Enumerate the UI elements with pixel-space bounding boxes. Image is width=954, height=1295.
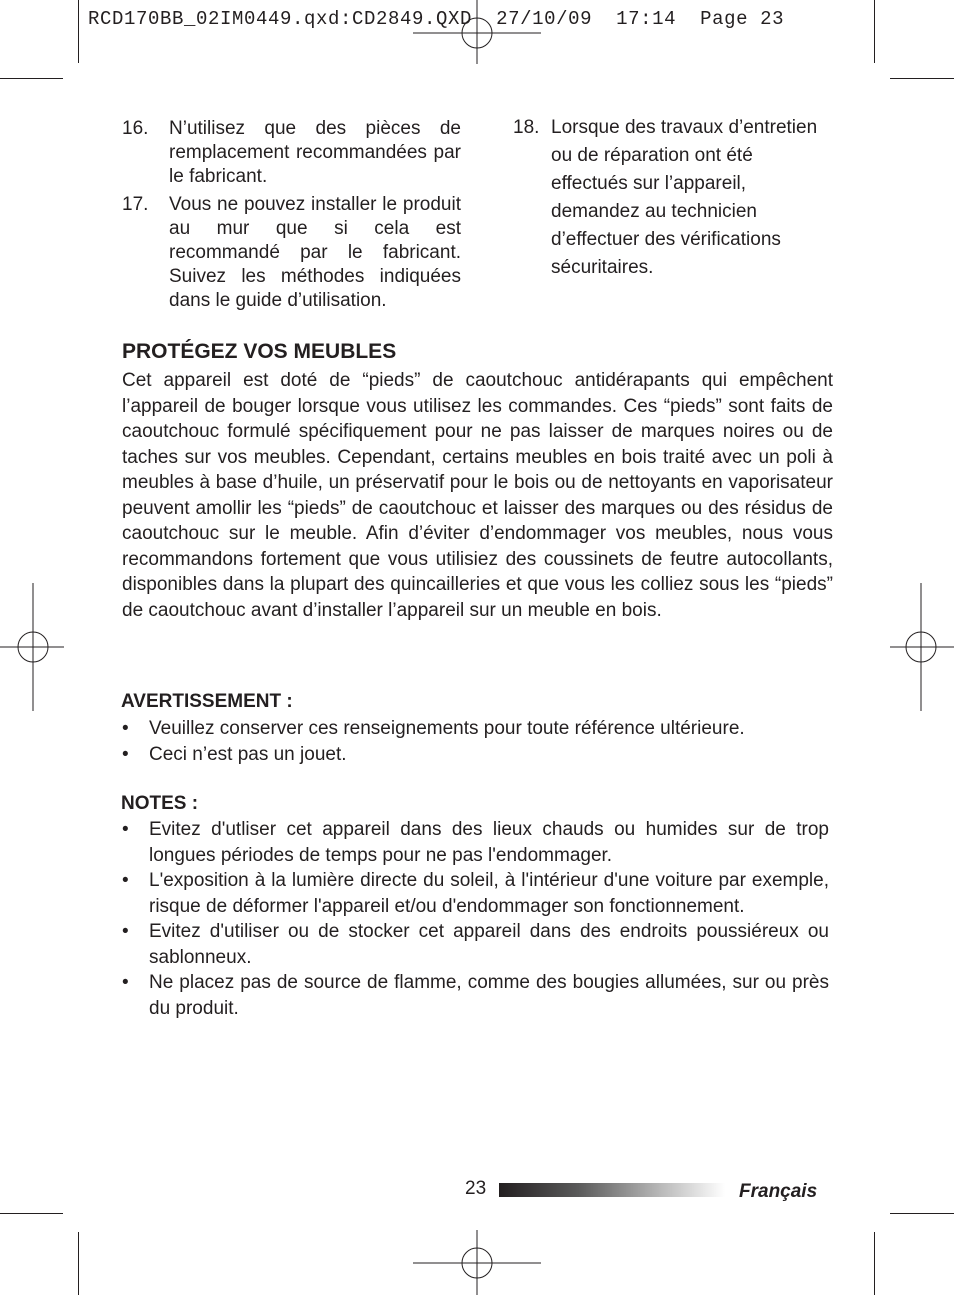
item-text: Vous ne pouvez installer le produit au mur que si cela est recommandé par le fabricant. Suivez les méthodes indiquées dans le guide d’utilisation. (169, 194, 461, 311)
bullet-icon: • (122, 870, 129, 891)
notes-list (122, 817, 829, 1021)
notes-title: NOTES : (121, 793, 199, 814)
registration-mark-right (888, 583, 954, 711)
bullet-icon: • (122, 972, 129, 993)
crop-mark-bottom-right-h (890, 1213, 954, 1214)
item-text: Veuillez conserver ces renseignements pour toute référence ultérieure. (149, 718, 745, 739)
print-slug: RCD170BB_02IM0449.qxd:CD2849.QXD 27/10/09 17:14 Page 23 (88, 8, 785, 30)
registration-mark-bottom (413, 1230, 541, 1295)
registration-mark-top (413, 0, 541, 66)
crop-mark-top-left-v (78, 0, 79, 63)
item-text: N’utilisez que des pièces de remplacement recommandées par le fabricant. (169, 118, 461, 187)
crop-mark-top-right-h (890, 78, 954, 79)
section-title: PROTÉGEZ VOS MEUBLES (122, 340, 397, 363)
bullet-icon: • (122, 921, 129, 942)
list-item (122, 970, 829, 1021)
list-item (122, 117, 461, 189)
crop-mark-bottom-left-h (0, 1213, 63, 1214)
crop-mark-bottom-right-v (874, 1232, 875, 1295)
item-text: Lorsque des travaux d’entretien ou de réparation ont été effectués sur l’appareil, demandez au technicien d’effectuer des vérifications sécuritaires. (551, 117, 818, 278)
bullet-icon: • (122, 819, 129, 840)
item-text: Ne placez pas de source de flamme, comme des bougies allumées, sur ou près du produit. (149, 972, 829, 1019)
item-number: 18. (513, 117, 540, 138)
item-text: Ceci n’est pas un jouet. (149, 743, 347, 765)
page-number: 23 (465, 1178, 487, 1199)
crop-mark-top-left-h (0, 78, 63, 79)
gradient-bar (499, 1183, 725, 1197)
bullet-icon: • (122, 743, 129, 765)
list-item (122, 193, 461, 313)
crop-mark-top-right-v (874, 0, 875, 63)
list-item (122, 919, 829, 970)
item-text: L'exposition à la lumière directe du soleil, à l'intérieur d'une voiture par exemple, risque de déformer l'appareil et/ou d'endommager son fonctionnement. (149, 870, 829, 917)
right-column-list (513, 114, 823, 282)
list-item (122, 716, 829, 742)
list-item (122, 817, 829, 868)
warning-list (122, 716, 829, 767)
warning-title: AVERTISSEMENT : (121, 691, 293, 712)
item-number: 16. (122, 118, 149, 139)
list-item (513, 114, 823, 282)
item-text: Evitez d'utliser cet appareil dans des lieux chauds ou humides sur de trop longues périodes de temps pour ne pas l'endommager. (149, 819, 829, 866)
item-text: Evitez d'utiliser ou de stocker cet appareil dans des endroits poussiéreux ou sablonneux. (149, 921, 829, 968)
item-number: 17. (122, 194, 149, 215)
crop-mark-bottom-left-v (78, 1232, 79, 1295)
section-body: Cet appareil est doté de “pieds” de caoutchouc antidérapants qui empêchent l’appareil de bouger lorsque vous utilisez les commandes. Ces “pieds” sont faits de caoutchouc formulé spécifiquement pour ne pas laisser de marques noires ou de taches sur vos meubles. Cependant, certains meubles en bois traité avec un poli à meubles à base d’huile, un préservatif pour le bois ou de nettoyants en vaporisateur peuvent amollir les “pieds” de caoutchouc et laisser des marques ou des résidus de caoutchouc sur le meuble. Afin d’éviter d’endommager vos meubles, nous vous recommandons fortement que vous utilisiez des coussinets de feutre autocollants, disponibles dans la plupart des quincailleries et que vous les colliez sous les “pieds” de caoutchouc avant d’installer l’appareil sur un meuble en bois. (122, 370, 833, 621)
list-item (122, 868, 829, 919)
language-label: Français (739, 1181, 818, 1202)
registration-mark-left (0, 583, 66, 711)
list-item (122, 742, 829, 768)
bullet-icon: • (122, 718, 129, 739)
left-column-list (122, 117, 461, 313)
